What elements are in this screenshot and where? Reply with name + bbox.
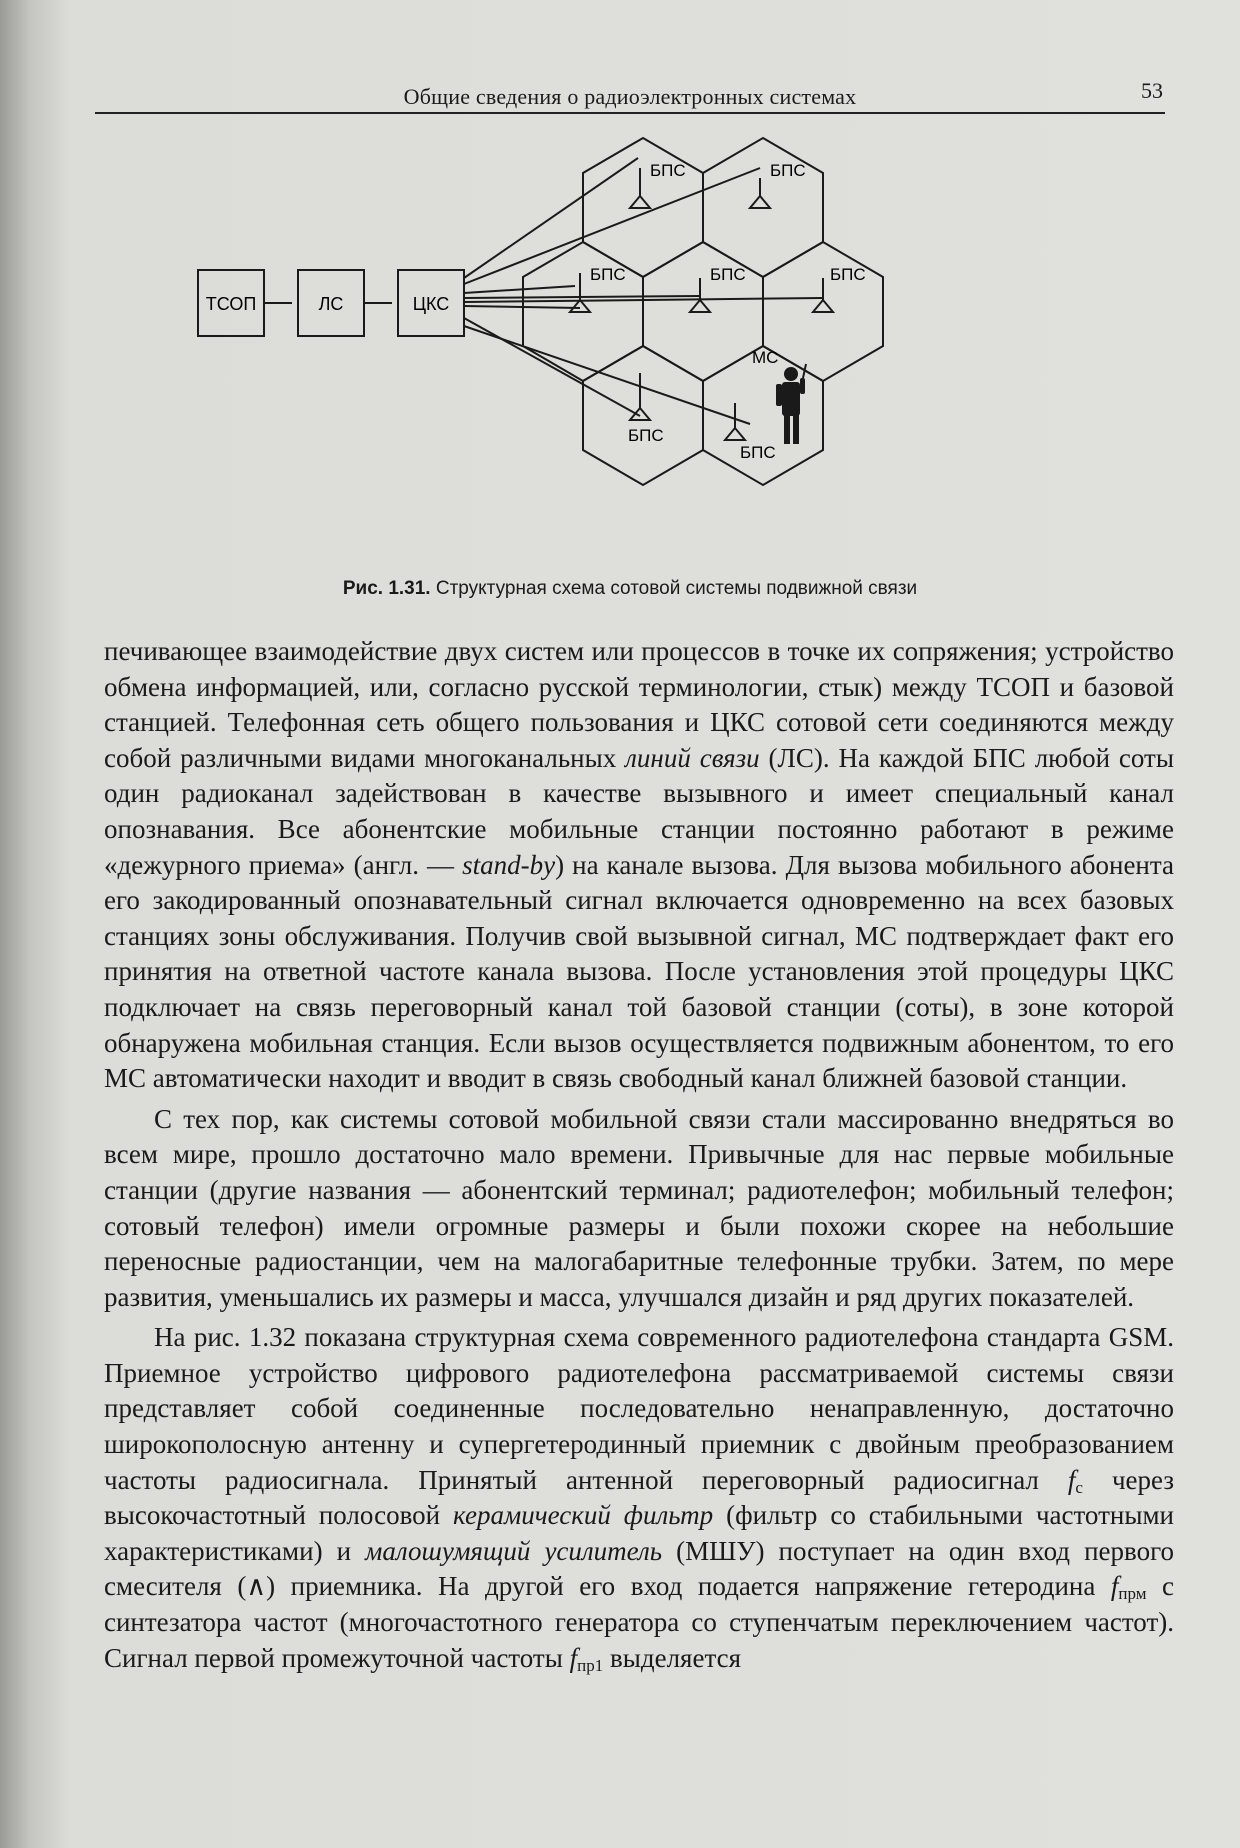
paragraph [104, 634, 1174, 1097]
caption-text: Структурная схема сотовой системы подвижной связи [435, 578, 918, 599]
italic-term: малошумящий усилитель [365, 1535, 663, 1566]
header-title: Общие сведения о радиоэлектронных системах [403, 84, 857, 109]
paragraph [104, 1320, 1174, 1676]
station-label: БПС [770, 161, 806, 180]
cellular-network-diagram [205, 138, 1060, 558]
frequency-symbol: f [1110, 1571, 1119, 1602]
frequency-symbol: f [1067, 1464, 1076, 1495]
text-run: (МШУ) поступает на один вход первого смесителя (∧) приемника. На другой его вход подается напряжение гетеродина [104, 1535, 1174, 1602]
caption-number: Рис. 1.31. [342, 578, 431, 599]
block-ls-label: ЛС [318, 294, 344, 314]
text-run: с синтезатора частот (многочастотного генератора со ступенчатым переключением частот). Сигнал первой промежуточной частоты [104, 1571, 1175, 1673]
diagram-svg [205, 138, 1060, 558]
station-label: БПС [830, 265, 866, 284]
frequency-subscript: с [1075, 1477, 1083, 1497]
italic-term: керамический фильтр [453, 1500, 714, 1531]
station-label: БПС [710, 265, 746, 284]
station-label: БПС [590, 265, 626, 284]
text-run: (фильтр со стабильными частотными характеристиками) и [104, 1500, 1175, 1566]
frequency-subscript: пр1 [577, 1655, 604, 1675]
station-label: БПС [740, 443, 776, 462]
text-run: выделяется [603, 1642, 741, 1673]
text-run: (ЛС). На каждой БПС любой соты один радиоканал задействован в качестве вызывного и имеет специальный канал опознавания. Все абонентские мобильные станции постоянно работают в режиме «дежурного приема» (англ. — [104, 742, 1174, 880]
frequency-subscript: прм [1118, 1584, 1147, 1604]
italic-term: stand-by [462, 849, 556, 880]
text-run: На рис. 1.32 показана структурная схема современного радиотелефона стандарта GSM. Приемное устройство цифрового радиотелефона рассматриваемой системы связи представляет собой соединенные последовательно ненаправленную, достаточно широкополосную антенну и супергетеродинный приемник с двойным преобразованием частоты радиосигнала. Принятый антенной переговорный радиосигнал [104, 1322, 1174, 1495]
mobile-user-icon [776, 364, 806, 444]
station-label: БПС [650, 161, 686, 180]
paragraph: С тех пор, как системы сотовой мобильной связи стали массированно внедряться во всем мире, прошло достаточно мало времени. Привычные для нас первые мобильные станции (другие названия — абонентский терминал; радиотелефон; мобильный телефон; сотовый телефон) имели огромные размеры и были похожи скорее на небольшие переносные радиостанции, чем на малогабаритные телефонные трубки. Затем, по мере развития, уменьшались их размеры и масса, улучшался дизайн и ряд других показателей. [104, 1103, 1174, 1312]
body-text [104, 634, 1174, 1676]
text-run: ) на канале вызова. Для вызова мобильного абонента его закодированный опознавательный сигнал включается одновременно на всех базовых станциях зоны обслуживания. Получив свой вызывной сигнал, МС подтверждает факт его принятия на ответной частоте канала вызова. После установления этой процедуры ЦКС подключает на связь переговорный канал той базовой станции (соты), в зоне которой обнаружена мобильная станция. Если вызов осуществляется подвижным абонентом, то его МС автоматически находит и вводит в связь свободный канал ближней базовой станции. [104, 849, 1174, 1094]
mobile-station-label: МС [752, 348, 779, 367]
text-run: через высокочастотный полосовой [104, 1464, 1174, 1531]
station-label: БПС [628, 426, 664, 445]
figure-caption [100, 578, 1160, 600]
page-number: 53 [1141, 78, 1163, 103]
block-cks-label: ЦКС [412, 294, 450, 314]
block-tsop-label: ТСОП [205, 294, 257, 314]
italic-term: линий связи [625, 742, 760, 773]
running-header [95, 78, 1165, 114]
hex-cell [583, 346, 703, 485]
frequency-symbol: f [569, 1642, 578, 1673]
text-run: печивающее взаимодействие двух систем или процессов в точке их сопряжения; устройство обмена информацией, или, согласно русской терминологии, стык) между ТСОП и базовой станцией. Телефонная сеть общего пользования и ЦКС сотовой сети соединяются между собой различными видами многоканальных [104, 636, 1174, 773]
